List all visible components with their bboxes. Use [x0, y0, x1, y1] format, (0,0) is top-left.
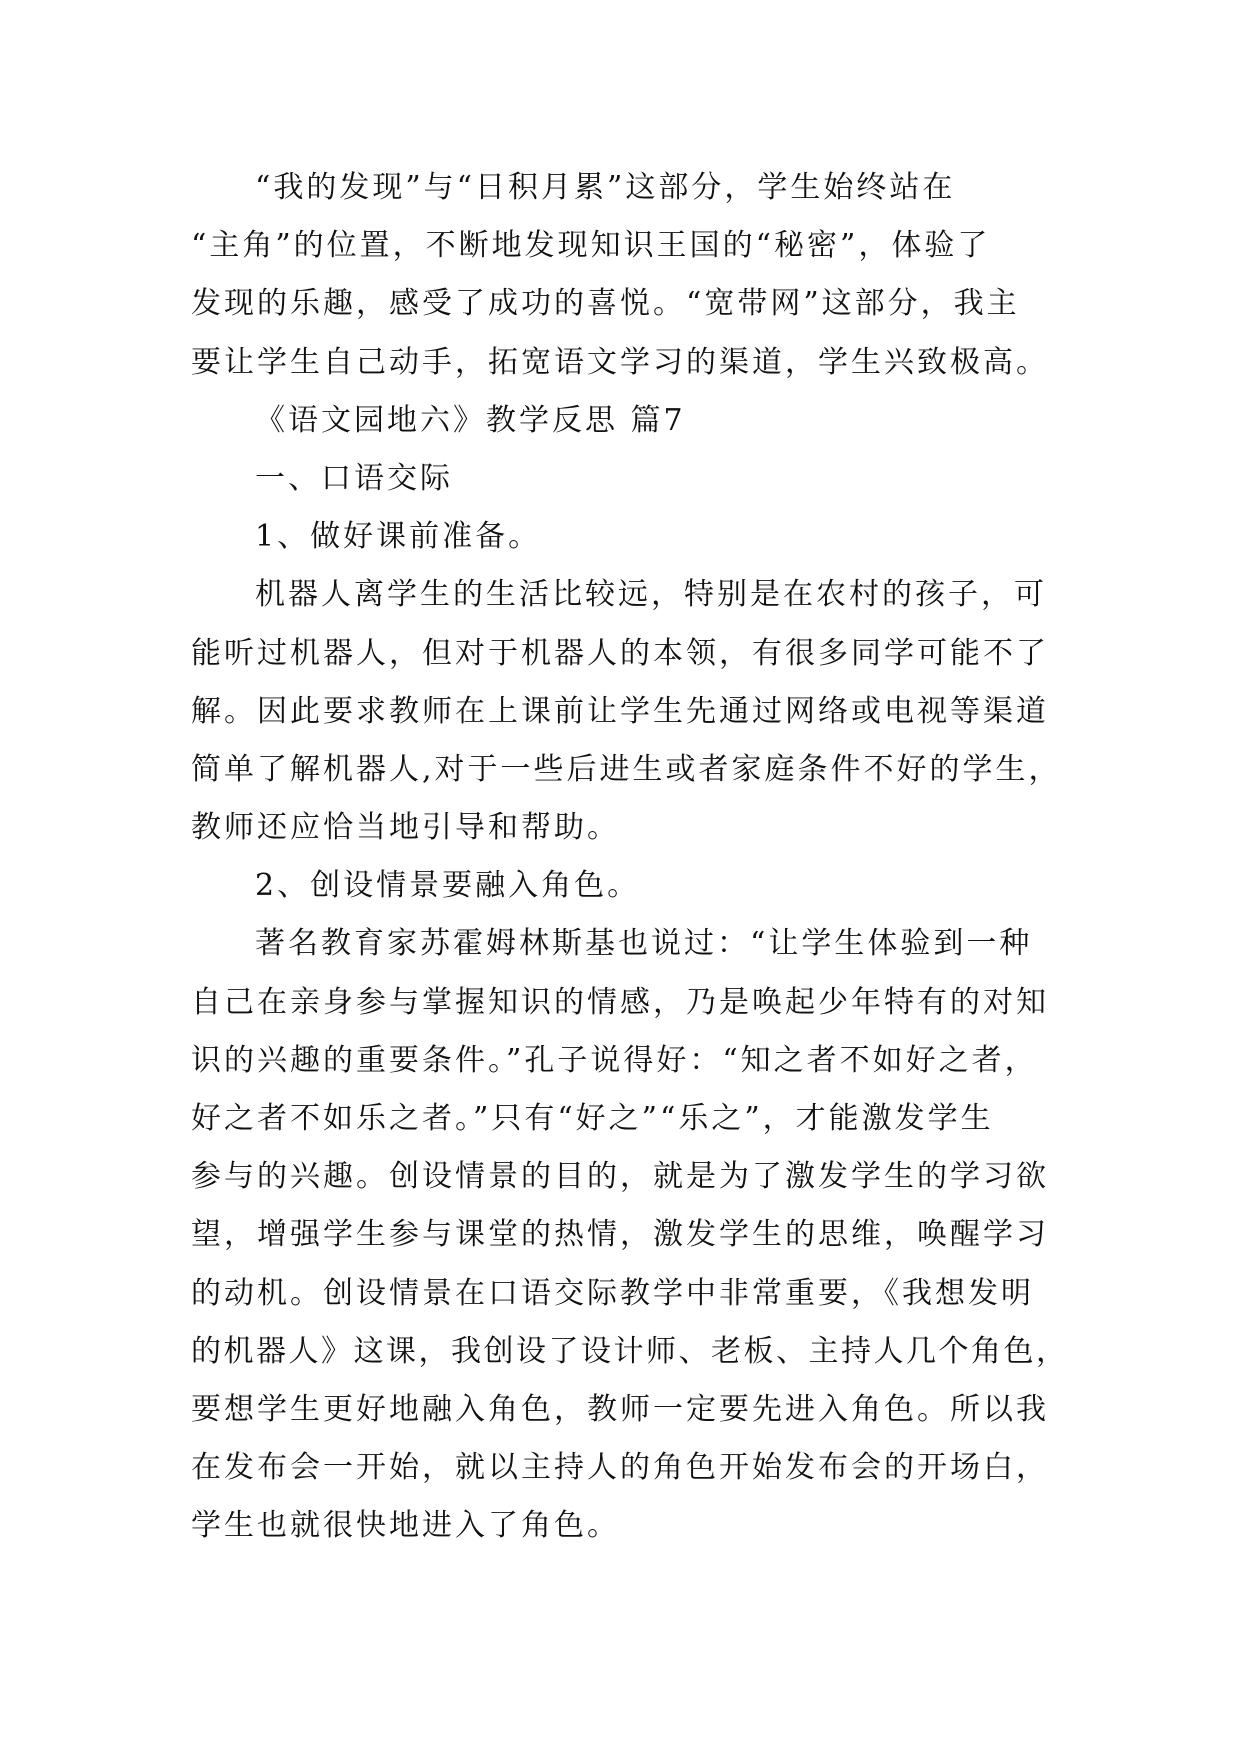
text-line: 的动机。创设情景在口语交际教学中非常重要，《我想发明 [191, 1275, 1034, 1311]
text-line: 识的兴趣的重要条件。”孔子说得好：“知之者不如好之者， [191, 1042, 1038, 1078]
text-line: 发现的乐趣，感受了成功的喜悦。“宽带网”这部分，我主 [191, 286, 1020, 322]
text-line: 的机器人》这课，我创设了设计师、老板、主持人几个角色， [191, 1333, 1069, 1369]
subheading: 2、创设情景要融入角色。 [255, 868, 641, 904]
text-line: 好之者不如乐之者。”只有“好之”“乐之”，才能激发学生 [191, 1101, 994, 1136]
text-line: 简单了解机器人,对于一些后进生或者家庭条件不好的学生， [191, 751, 1062, 787]
subheading: 1、做好课前准备。 [255, 519, 542, 555]
text-line: 学生也就很快地进入了角色。 [191, 1508, 620, 1544]
text-line: “主角”的位置，不断地发现知识王国的“秘密”，体验了 [191, 228, 991, 264]
text-line: 望，增强学生参与课堂的热情，激发学生的思维，唤醒学习 [191, 1217, 1049, 1253]
subheading: 一、口语交际 [255, 460, 453, 496]
text-line: 参与的兴趣。创设情景的目的，就是为了激发学生的学习欲 [191, 1159, 1049, 1195]
text-line: “我的发现”与“日积月累”这部分，学生始终站在 [255, 170, 956, 205]
section-heading: 《语文园地六》教学反思 篇7 [255, 402, 686, 438]
text-line: 能听过机器人，但对于机器人的本领，有很多同学可能不了 [191, 635, 1049, 671]
text-line: 机器人离学生的生活比较远，特别是在农村的孩子，可 [255, 577, 1047, 613]
text-line: 著名教育家苏霍姆林斯基也说过：“让学生体验到一种 [255, 926, 1033, 962]
text-line: 教师还应恰当地引导和帮助。 [191, 810, 620, 846]
text-line: 要想学生更好地融入角色，教师一定要先进入角色。所以我 [191, 1391, 1049, 1427]
text-line: 要让学生自己动手，拓宽语文学习的渠道，学生兴致极高。 [191, 344, 1049, 380]
document-body [191, 159, 1071, 1556]
text-line: 在发布会一开始，就以主持人的角色开始发布会的开场白， [191, 1450, 1049, 1486]
text-line: 自己在亲身参与掌握知识的情感，乃是唤起少年特有的对知 [191, 984, 1049, 1020]
text-line: 解。因此要求教师在上课前让学生先通过网络或电视等渠道 [191, 693, 1049, 729]
